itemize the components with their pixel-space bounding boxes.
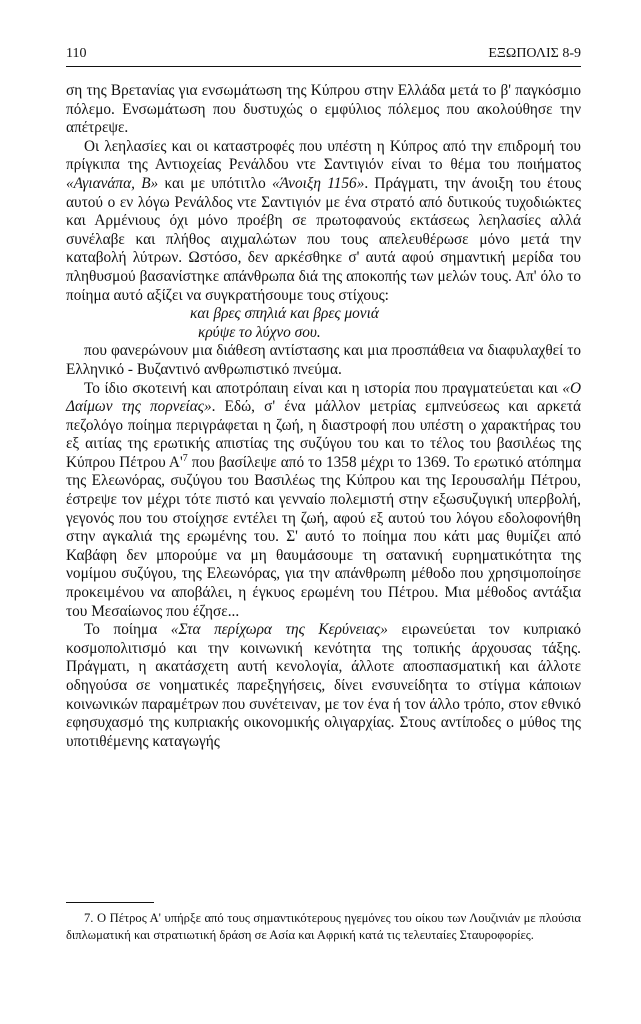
paragraph-agianapa [66,138,581,305]
verse-quote [66,305,581,342]
paragraph-text: Οι λεηλασίες και οι καταστροφές που υπέστη η Κύπρος από την επιδρομή του πρίγκιπα της Αντιοχείας Ρενάλδου ντε Σαντιγιόν είναι το θέμα του ποιήματος [66,137,581,174]
footnote: 7. Ο Πέτρος Α' υπήρξε από τους σημαντικότερους ηγεμόνες του οίκου των Λουζινιάν με πλούσια διπλωματική και στρατιωτική δράση σε Ασία και Αφρική κατά τις τελευταίες Σταυροφορίες. [66,911,581,942]
poem-title: «Στα περίχωρα της Κερύνειας» [170,621,388,639]
paragraph-text: Το ποίημα [84,621,171,639]
paragraph-daimon [66,380,581,622]
poem-subtitle: «Άνοιξη 1156» [272,174,365,192]
verse-line: κρύψε το λύχνο σου. [198,323,321,341]
paragraph-text: . Πράγματι, την άνοιξη του έτους αυτού ο εν λόγω Ρενάλδος ντε Σαντιγιόν με ένα στρατό από δυτικούς τυχοδιώκτες και Αρμένιους όχι μόνο προέβη σε πρωτοφανούς εκτάσεως λεηλασίες αλλά συνέλαβε και πλήθος αιχμαλώτων που τους απελευθέρωσε μόνο μετά την καταβολή λύτρων. Ωστόσο, δεν αρκέσθηκε σ' αυτά αφού σημαντική μερίδα του πληθυσμού βασανίστηκε απάνθρωπα διά της αποκοπής των μελών τους. Απ' όλο το ποίημα αυτό αξίζει να συγκρατήσουμε τους στίχους: [66,174,582,304]
body-text [66,82,581,751]
paragraph-text: Το ίδιο σκοτεινή και αποτρόπαιη είναι και η ιστορία που πραγματεύεται και [84,379,563,397]
footnote-reference[interactable]: 7 [182,452,188,464]
paragraph-text: ειρωνεύεται τον κυπριακό κοσμοπολιτισμό και την κοινωνική κενότητα της τοπικής άρχουσας τάξης. Πράγματι, η ακατάσχετη αυτή κενολογία, άλλοτε αποσπασματική και άλλοτε οδηγούσα σε νοηματικές παρεξηγήσεις, δίνει ενσυνείδητα το στίγμα κάποιων κοινωνικών παραμέτρων που συνέτειναν, με τον ένα ή τον άλλο τρόπο, στον εθνικό εφησυχασμό της κυπριακής οικονομικής ολιγαρχίας. Στους αντίποδες ο μύθος της υποτιθέμενης καταγωγής [66,621,581,750]
paragraph-continuation: ση της Βρετανίας για ενσωμάτωση της Κύπρου στην Ελλάδα μετά το β' παγκόσμιο πόλεμο. Ενσωμάτωση που δυστυχώς ο εμφύλιος πόλεμος που ακολούθησε την απέτρεψε. [66,82,581,137]
verse-line: και βρες σπηλιά και βρες μονιά [190,305,379,323]
paragraph-text: που βασίλεψε από το 1358 μέχρι το 1369. Το ερωτικό ατόπημα της Ελεωνόρας, συζύγου του Βασιλέως της Κύπρου και της Ιερουσαλήμ Πέτρου, έστρεψε τον μέχρι τότε πιστό και γενναίο πολεμιστή στην εξωσυζυγική υπερβολή, γεγονός που του στοίχησε εντέλει τη ζωή, αφού εξ αυτού του λόγου εδολοφονήθη στην αγκαλιά της ερωμένης του. Σ' αυτό το ποίημα που κάτι μας θυμίζει από Καβάφη δεν μπορούμε να μη θαυμάσουμε τη σατανική ευρηματικότητα της νομίμου συζύγου, της Ελεωνόρας, για την απάνθρωπη μέθοδο που χρησιμοποίησε προκειμένου να αποβάλει, η έγκυος ερωμένη του Πέτρου. Μια μέθοδος αντάξια του Μεσαίωνος που έζησε... [66,453,581,620]
paragraph-keryneia [66,621,581,751]
running-title: ΕΞΩΠΟΛΙΣ 8-9 [488,46,581,61]
footnote-rule [66,902,154,903]
poem-title: «Ο Δαίμων της πορνείας» [66,379,581,416]
page-number: 110 [66,46,87,61]
paragraph-verse-comment: που φανερώνουν μια διάθεση αντίστασης και μια προσπάθεια να διαφυλαχθεί το Ελληνικό - Βυζαντινό ανθρωπιστικό πνεύμα. [66,342,581,378]
paragraph-text: . Εδώ, σ' ένα μάλλον μετρίας εμπνεύσεως και αρκετά πεζολόγο ποίημα περιγράφεται η ζωή, η διαστροφή που υπέστη ο χαρακτήρας του εξ αιτίας της ερωτικής απιστίας της συζύγου του και το τέλος του βασιλέως της Κύπρου Πέτρου Α' [66,398,581,471]
header-rule [66,66,581,67]
running-header [66,46,581,62]
paragraph-text: και με υπότιτλο [158,174,272,192]
poem-title: «Αγιανάπα, Β» [66,174,159,192]
